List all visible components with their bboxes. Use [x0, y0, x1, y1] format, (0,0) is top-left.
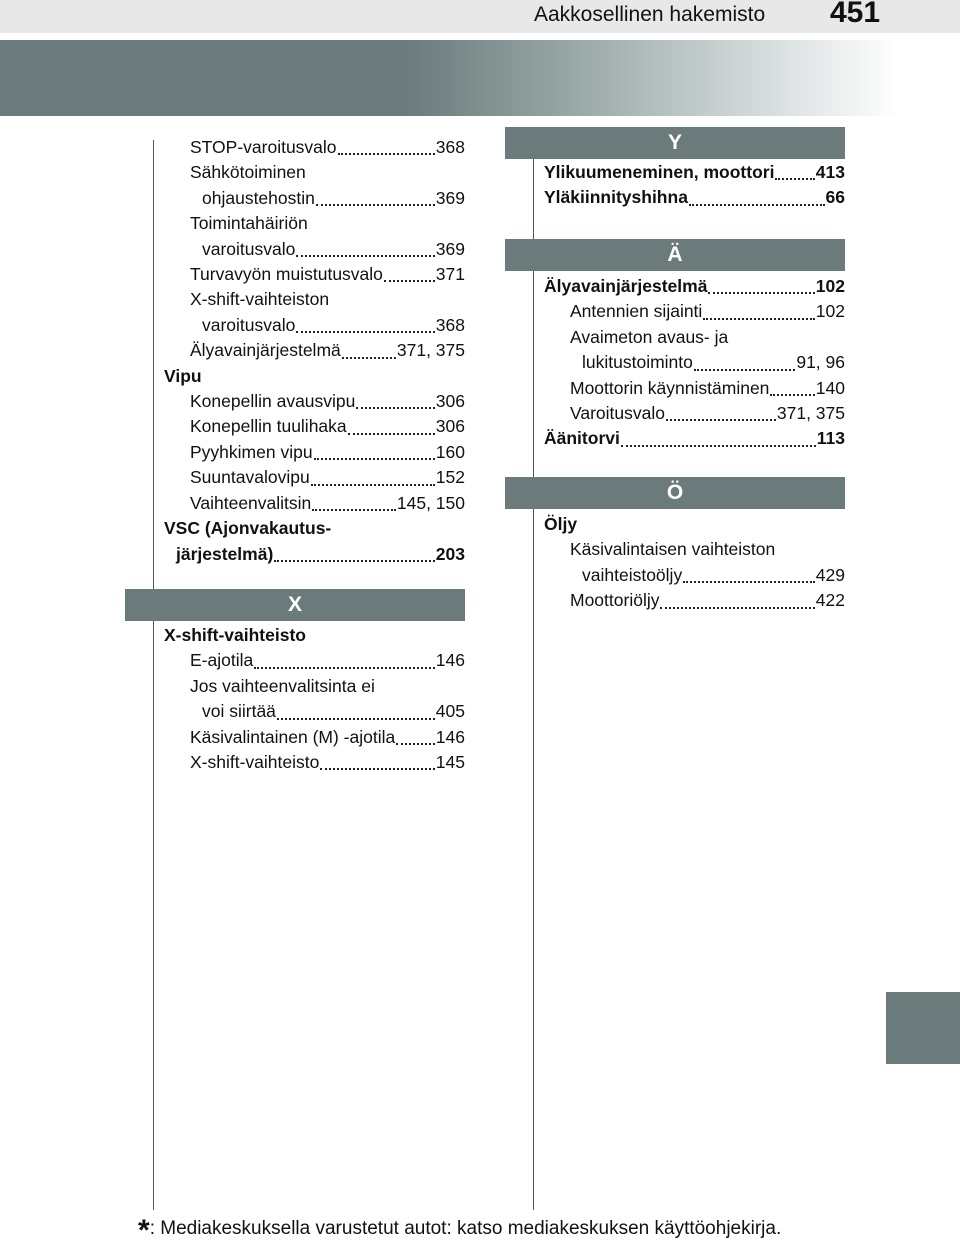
index-entry — [544, 512, 845, 537]
footnote-text: : Mediakeskuksella varustetut autot: katso mediakeskuksen käyttöohjekirja. — [149, 1218, 782, 1239]
dot-leader — [384, 280, 435, 282]
dot-leader — [254, 667, 435, 669]
index-entry-label: E-ajotila — [190, 650, 254, 671]
index-entry-page: 422 — [815, 590, 845, 611]
index-entry — [544, 376, 845, 401]
index-entry-page: 306 — [435, 416, 465, 437]
index-entry — [164, 262, 465, 287]
section-header-y: Y — [505, 127, 845, 159]
index-entry-page: 113 — [816, 428, 845, 449]
footnote-marker: * — [138, 1214, 150, 1247]
index-entry-page: 146 — [435, 726, 465, 747]
index-entry-page: 371, 375 — [396, 340, 465, 361]
index-entry-label: Äänitorvi — [544, 428, 620, 449]
index-entry — [544, 588, 845, 613]
index-entry — [164, 750, 465, 775]
index-entry — [164, 516, 465, 541]
dot-leader — [296, 255, 434, 257]
index-entry-label: Vipu — [164, 365, 202, 386]
dot-leader — [338, 153, 435, 155]
index-entry-page: 429 — [815, 564, 845, 585]
dot-leader — [320, 768, 434, 770]
index-entry-page: 369 — [435, 238, 465, 259]
column-divider-left — [153, 140, 154, 1210]
index-section-y — [544, 160, 845, 211]
index-entry-label: Jos vaihteenvalitsinta ei — [190, 675, 375, 696]
dot-leader — [312, 509, 396, 511]
index-entry-page: 369 — [435, 187, 465, 208]
dot-leader — [396, 743, 435, 745]
header-title: Aakkosellinen hakemisto — [534, 3, 766, 26]
index-entry — [164, 648, 465, 673]
index-entry-page: 368 — [435, 137, 465, 157]
index-entry — [544, 299, 845, 324]
dot-leader — [621, 445, 816, 447]
dot-leader — [316, 204, 435, 206]
index-entry-label: X-shift-vaihteisto — [164, 625, 306, 645]
index-entry — [544, 160, 845, 185]
section-header-ae: Ä — [505, 239, 845, 271]
dot-leader — [775, 178, 814, 180]
index-section-oe — [544, 512, 845, 614]
index-entry-label: Konepellin avausvipu — [190, 391, 356, 412]
index-entry — [544, 350, 845, 375]
index-entry — [544, 185, 845, 210]
index-entry-page: 306 — [435, 391, 465, 412]
index-entry — [164, 313, 465, 338]
dot-leader — [689, 204, 825, 206]
index-entry — [164, 338, 465, 363]
page-number: 451 — [830, 0, 881, 29]
index-entry — [164, 414, 465, 439]
index-entry-page: 145 — [435, 752, 465, 773]
index-entry-label: STOP-varoitusvalo — [190, 137, 337, 157]
index-entry-label: Avaimeton avaus- ja — [570, 326, 729, 347]
index-entry — [164, 211, 465, 236]
index-entry-label: lukitustoiminto — [582, 352, 693, 373]
index-entry-page: 368 — [435, 314, 465, 335]
index-entry-page: 405 — [435, 701, 465, 722]
index-entry-label: Yläkiinnityshihna — [544, 187, 688, 208]
section-header-oe: Ö — [505, 477, 845, 509]
index-entry-label: Antennien sijainti — [570, 301, 703, 322]
dot-leader — [708, 292, 814, 294]
index-entry-label: Vaihteenvalitsin — [190, 492, 312, 513]
index-entry — [164, 725, 465, 750]
index-entry — [164, 465, 465, 490]
dot-leader — [666, 419, 776, 421]
index-entry — [164, 160, 465, 185]
index-entry-label: Älyavainjärjestelmä — [544, 276, 708, 296]
index-entry — [164, 674, 465, 699]
index-entry — [164, 699, 465, 724]
dot-leader — [683, 581, 815, 583]
dot-leader — [274, 560, 435, 562]
index-entry — [544, 401, 845, 426]
index-entry — [544, 537, 845, 562]
index-entry-page: 152 — [435, 467, 465, 488]
index-entry-page: 140 — [815, 377, 845, 398]
index-entry-label: Konepellin tuulihaka — [190, 416, 347, 437]
index-entry-label: Suuntavalovipu — [190, 467, 310, 488]
header-strip — [0, 0, 960, 33]
index-entry — [544, 426, 845, 451]
index-column-left-top — [164, 135, 465, 567]
index-entry-page: 91, 96 — [796, 352, 845, 373]
index-entry-label: Moottoriöljy — [570, 590, 660, 611]
index-entry-label: varoitusvalo — [202, 314, 296, 335]
index-entry-page: 102 — [815, 301, 845, 322]
dot-leader — [342, 357, 396, 359]
index-entry-label: Käsivalintaisen vaihteiston — [570, 539, 776, 560]
index-entry-page: 203 — [435, 543, 465, 564]
index-entry-label: VSC (Ajonvakautus- — [164, 518, 332, 539]
index-entry — [164, 491, 465, 516]
index-entry-label: X-shift-vaihteisto — [190, 752, 320, 773]
dot-leader — [296, 331, 434, 333]
dot-leader — [356, 407, 434, 409]
index-entry — [164, 135, 465, 160]
index-entry-page: 146 — [435, 650, 465, 671]
index-entry-label: X-shift-vaihteiston — [190, 289, 330, 310]
column-divider-middle — [533, 140, 534, 1210]
chapter-side-tab — [886, 992, 960, 1064]
index-entry-page: 371 — [435, 264, 465, 285]
dot-leader — [277, 718, 435, 720]
dot-leader — [703, 318, 814, 320]
index-entry — [164, 389, 465, 414]
index-entry-label: Sähkötoiminen — [190, 162, 306, 183]
index-entry-label: Varoitusvalo — [570, 403, 666, 424]
index-entry — [164, 542, 465, 567]
index-entry-label: Turvavyön muistutusvalo — [190, 264, 383, 285]
index-entry-page: 145, 150 — [396, 492, 465, 513]
index-entry-label: Ylikuumeneminen, moottori — [544, 162, 775, 182]
dot-leader — [348, 433, 435, 435]
header-banner — [0, 40, 900, 116]
dot-leader — [311, 484, 435, 486]
dot-leader — [770, 394, 814, 396]
index-entry-page: 371, 375 — [776, 403, 845, 424]
index-entry-label: vaihteistoöljy — [582, 564, 683, 585]
index-entry-page: 160 — [435, 441, 465, 462]
index-entry-label: Pyyhkimen vipu — [190, 441, 313, 462]
footnote — [138, 1214, 781, 1248]
index-entry-label: voi siirtää — [202, 701, 276, 722]
index-entry — [544, 563, 845, 588]
index-entry — [164, 623, 465, 648]
index-entry-page: 413 — [815, 162, 845, 182]
index-section-x — [164, 623, 465, 775]
index-entry-page: 102 — [815, 276, 845, 296]
index-entry-label: järjestelmä) — [176, 543, 274, 564]
index-entry-label: ohjaustehostin — [202, 187, 315, 208]
index-entry — [544, 274, 845, 299]
index-entry — [164, 287, 465, 312]
index-entry — [544, 325, 845, 350]
index-entry-label: Moottorin käynnistäminen — [570, 377, 770, 398]
section-header-x: X — [125, 589, 465, 621]
index-entry-page: 66 — [825, 187, 845, 208]
dot-leader — [660, 607, 814, 609]
index-entry — [164, 237, 465, 262]
index-entry-label: Käsivalintainen (M) -ajotila — [190, 726, 396, 747]
index-entry-label: Öljy — [544, 514, 578, 534]
dot-leader — [314, 458, 435, 460]
index-entry-label: Älyavainjärjestelmä — [190, 340, 341, 361]
index-entry — [164, 364, 465, 389]
index-entry-label: varoitusvalo — [202, 238, 296, 259]
index-entry — [164, 186, 465, 211]
index-entry-label: Toimintahäiriön — [190, 213, 308, 234]
index-section-ae — [544, 274, 845, 452]
index-entry — [164, 440, 465, 465]
dot-leader — [694, 369, 795, 371]
